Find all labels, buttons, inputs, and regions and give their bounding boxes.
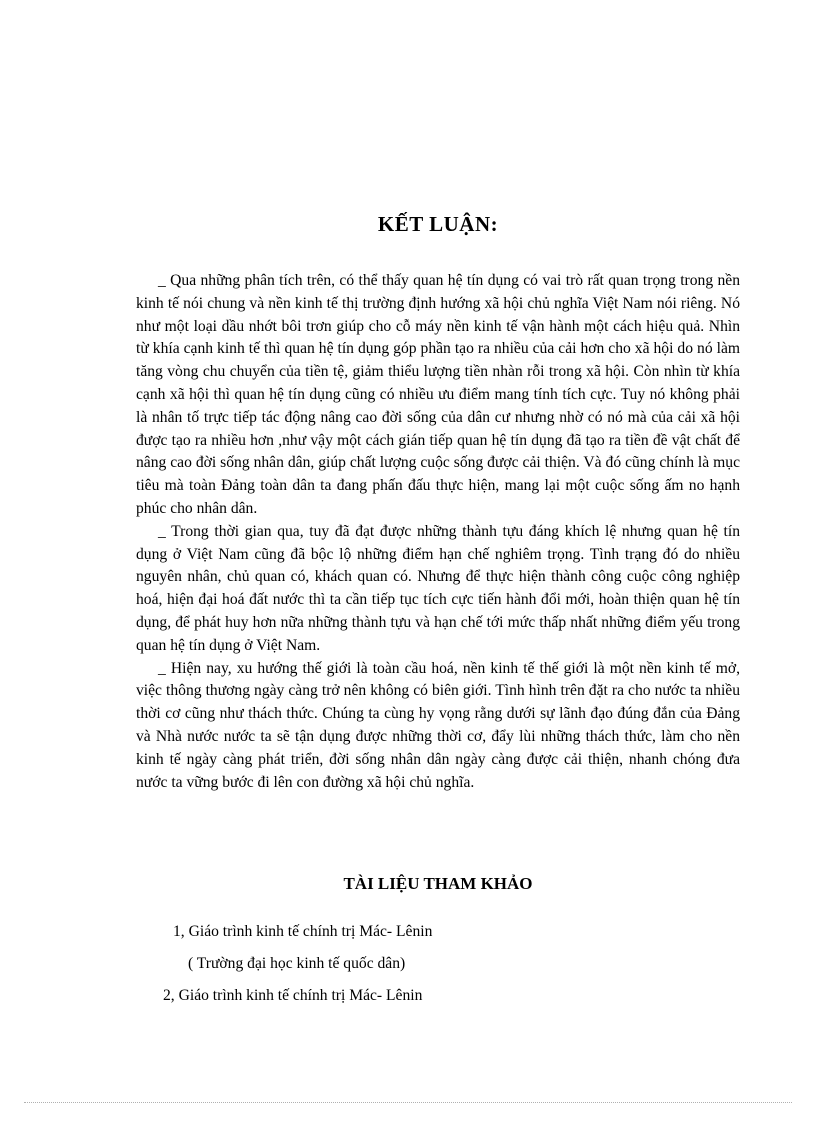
- paragraph-2: _ Trong thời gian qua, tuy đã đạt được những thành tựu đáng khích lệ nhưng quan hệ tín dụng ở Việt Nam cũng đã bộc lộ những điểm hạn chế nghiêm trọng. Tình trạng đó do nhiều nguyên nhân, chủ quan có, khách quan có. Nhưng để thực hiện thành công cuộc công nghiệp hoá, hiện đại hoá đất nước thì ta cần tiếp tục tích cực tiến hành đổi mới, hoàn thiện quan hệ tín dụng, để phát huy hơn nữa những thành tựu và hạn chế tới mức thấp nhất những điểm yếu trong quan hệ tín dụng ở Việt Nam.: [136, 522, 740, 654]
- reference-item-1-publisher: ( Trường đại học kinh tế quốc dân): [188, 955, 406, 972]
- reference-item-2: 2, Giáo trình kinh tế chính trị Mác- Lênin: [163, 987, 423, 1004]
- page-title: KẾT LUẬN:: [377, 212, 499, 236]
- footer-divider: [24, 1102, 792, 1103]
- paragraph-1: _ Qua những phân tích trên, có thể thấy quan hệ tín dụng có vai trò rất quan trọng trong nền kinh tế nói chung và nền kinh tế thị trường định hướng xã hội chủ nghĩa Việt Nam nói riêng. Nó như một loại dầu nhớt bôi trơn giúp cho cỗ máy nền kinh tế vận hành một cách hiệu quả. Nhìn từ khía cạnh kinh tế thì quan hệ tín dụng góp phần tạo ra nhiều của cải hơn cho xã hội do nó làm tăng vòng chu chuyển của tiền tệ, giảm thiểu lượng tiền nhàn rỗi trong xã hội. Còn nhìn từ khía cạnh xã hội thì quan hệ tín dụng cũng có nhiều ưu điểm mang tính tích cực. Tuy nó không phải là nhân tố trực tiếp tác động nâng cao đời sống của dân cư nhưng nhờ có nó mà của cải xã hội được tạo ra nhiều hơn ,như vậy một cách gián tiếp quan hệ tín dụng đã tạo ra tiền đề vật chất để nâng cao đời sống nhân dân, giúp chất lượng cuộc sống được cải thiện. Và đó cũng chính là mục tiêu mà toàn Đảng toàn dân ta đang phấn đấu thực hiện, mang lại một cuộc sống ấm no hạnh phúc cho nhân dân.: [136, 272, 740, 517]
- reference-item-1: 1, Giáo trình kinh tế chính trị Mác- Lênin: [173, 923, 433, 940]
- paragraph-3: _ Hiện nay, xu hướng thế giới là toàn cầu hoá, nền kinh tế thế giới là một nền kinh tế mở, việc thông thương ngày càng trở nên không có biên giới. Tình hình trên đặt ra cho nước ta nhiều thời cơ cũng như thách thức. Chúng ta cùng hy vọng rằng dưới sự lãnh đạo đúng đắn của Đảng và Nhà nước nước ta sẽ tận dụng được những thời cơ, đẩy lùi những thách thức, làm cho nền kinh tế ngày càng phát triển, đời sống nhân dân ngày càng được cải thiện, nhanh chóng đưa nước ta vững bước đi lên con đường xã hội chủ nghĩa.: [136, 659, 740, 791]
- conclusion-body: [136, 270, 740, 794]
- references-title: TÀI LIỆU THAM KHẢO: [343, 874, 533, 893]
